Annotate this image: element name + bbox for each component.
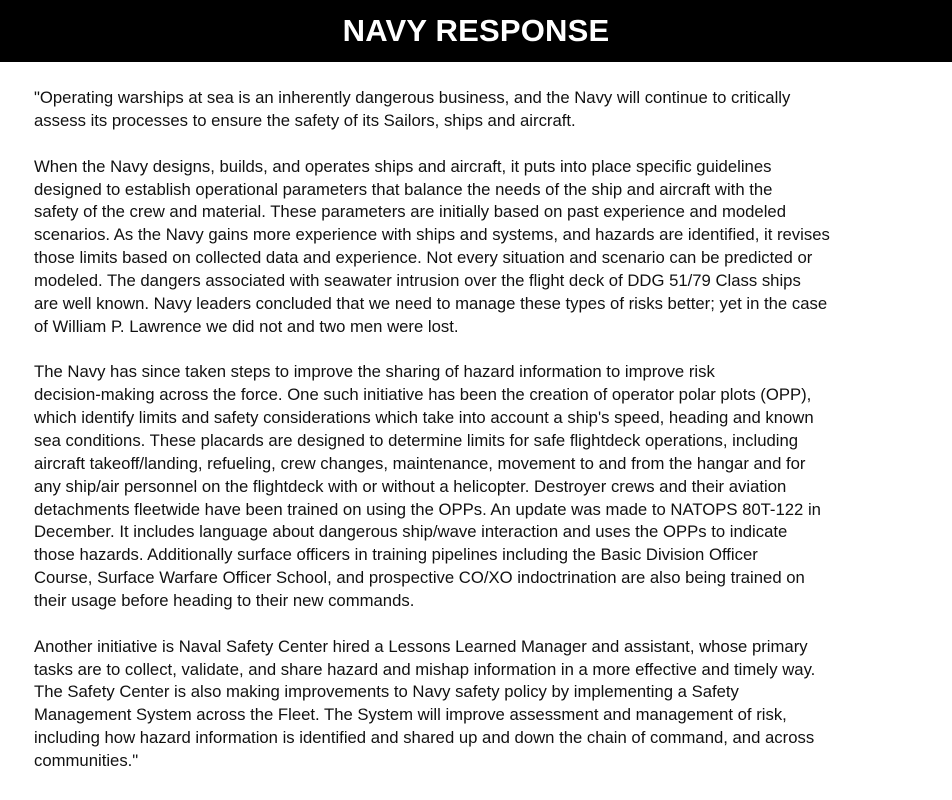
paragraph-hazard-sharing: The Navy has since taken steps to improve the sharing of hazard information to improve risk decision-making across the force. One such initiative has been the creation of operator polar plots (OPP), which identify limits and safety considerations which take into account a ship's speed, heading and known sea conditions. These placards are designed to determine limits for safe flightdeck operations, including aircraft takeoff/landing, refueling, crew changes, maintenance, movement to and from the hangar and for any ship/air personnel on the flightdeck with or without a helicopter. Destroyer crews and their aviation detachments fleetwide have been trained on using the OPPs. An update was made to NATOPS 80T-122 in December. It includes language about dangerous ship/wave interaction and uses the OPPs to indicate those hazards. Additionally surface officers in training pipelines including the Basic Division Officer Course, Surface Warfare Officer School, and prospective CO/XO indoctrination are also being trained on their usage before heading to their new commands.	[34, 362, 821, 610]
paragraph-guidelines: When the Navy designs, builds, and operates ships and aircraft, it puts into place specific guidelines designed to establish operational parameters that balance the needs of the ship and aircraft with the safety of the crew and material. These parameters are initially based on past experience and modeled scenarios. As the Navy gains more experience with ships and systems, and hazards are identified, it revises those limits based on collected data and experience. Not every situation and scenario can be predicted or modeled. The dangers associated with seawater intrusion over the flight deck of DDG 51/79 Class ships are well known. Navy leaders concluded that we need to manage these types of risks better; yet in the case of William P. Lawrence we did not and two men were lost.	[34, 156, 830, 336]
page-title: NAVY RESPONSE	[342, 13, 610, 48]
header-bar	[0, 0, 952, 62]
statement-body	[0, 62, 952, 773]
paragraph-intro: "Operating warships at sea is an inherently dangerous business, and the Navy will continue to critically assess its processes to ensure the safety of its Sailors, ships and aircraft.	[34, 88, 791, 130]
paragraph-safety-center: Another initiative is Naval Safety Center hired a Lessons Learned Manager and assistant, whose primary tasks are to collect, validate, and share hazard and mishap information in a more effective and timely way. The Safety Center is also making improvements to Navy safety policy by implementing a Safety Management System across the Fleet. The System will improve assessment and management of risk, including how hazard information is identified and shared up and down the chain of command, and across communities."	[34, 636, 816, 770]
